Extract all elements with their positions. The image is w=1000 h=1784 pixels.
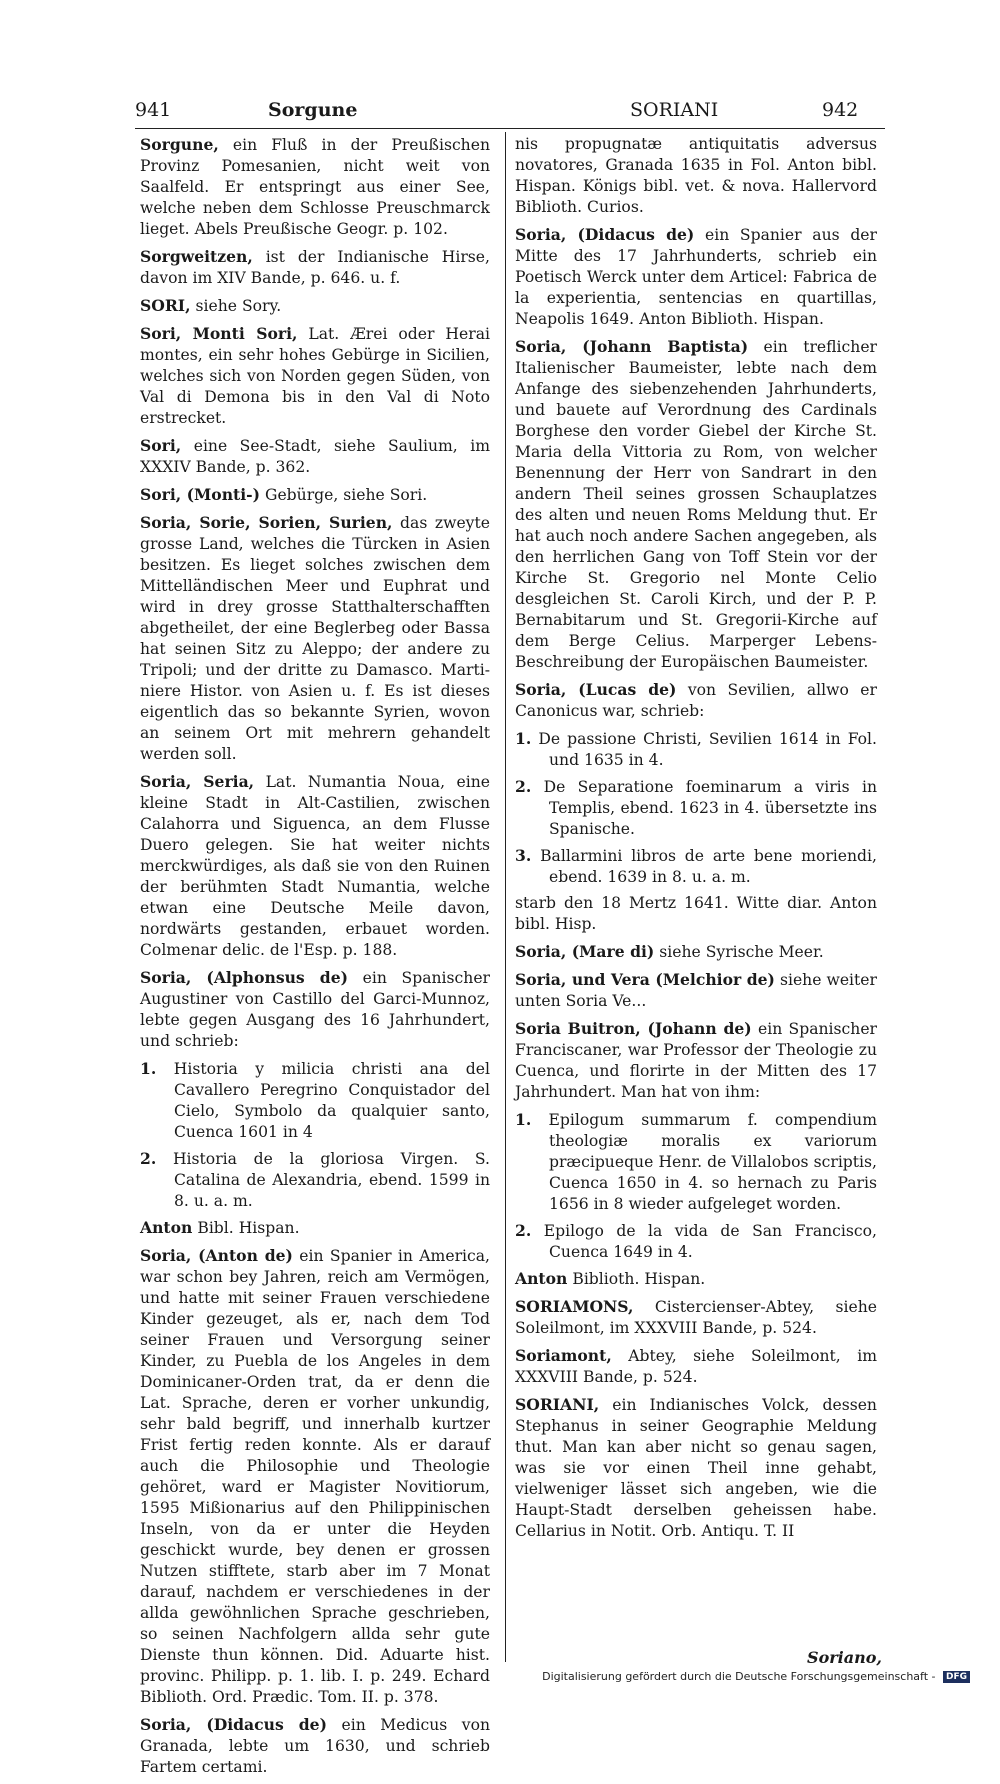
right-entry: [515, 893, 877, 935]
entry-text: Epilogo de la vida de San Francisco, Cuenca 1649 in 4.: [543, 1222, 877, 1261]
page-number-left: 941: [135, 99, 172, 121]
right-entry: [515, 679, 877, 722]
running-head-right: SORIANI: [630, 99, 719, 121]
entry-text: Ballarmini libros de arte bene moriendi, ebend. 1639 in 8. u. a. m.: [540, 847, 877, 886]
entry-text: ein Spanier aus der Mitte des 17 Jahrhunderts, schrieb ein Poetisch Werck unter dem Articel: Fabrica de la experientia, sentencias en quartillas, Neapolis 1649. Anton Biblioth. Hispan.: [515, 226, 877, 328]
right-entry: [515, 1345, 877, 1388]
item-number: 1.: [515, 729, 532, 748]
entry-text: eine See-Stadt, siehe Saulium, im XXXIV Bande, p. 362.: [140, 437, 490, 476]
left-entry: [140, 1714, 490, 1778]
entry-text: von Sevilien, allwo er Canonicus war, schrieb:: [515, 681, 877, 720]
right-column: [515, 134, 877, 1548]
entry-text: Epilogum summarum f. compendium theologiæ moralis ex variorum præcipueque Henr. de Villalobos scriptis, Cuenca 1650 in 4. so hernach zu Paris 1656 in 8 wieder aufgeleget worden.: [548, 1111, 877, 1213]
left-entry: [140, 246, 490, 289]
entry-headword: Soria, (Anton de): [140, 1246, 293, 1265]
entry-headword: Soria, (Didacus de): [515, 225, 695, 244]
item-number: 1.: [515, 1110, 532, 1129]
entry-headword: Soria, (Mare di): [515, 942, 655, 961]
right-list-item: [515, 728, 877, 771]
left-entry: [140, 1245, 490, 1708]
entry-text: starb den 18 Mertz 1641. Witte diar. Anton bibl. Hisp.: [515, 894, 877, 933]
left-entry: [140, 323, 490, 429]
left-entry: [140, 512, 490, 765]
right-entry: [515, 1296, 877, 1339]
entry-text: Abtey, siehe Soleilmont, im XXXVIII Bande, p. 524.: [515, 1347, 877, 1386]
entry-headword: Soria Buitron, (Johann de): [515, 1019, 752, 1038]
entry-text: Cistercienser-Abtey, siehe Soleilmont, im XXXVIII Bande, p. 524.: [515, 1298, 877, 1337]
entry-text: siehe Syrische Meer.: [659, 943, 824, 961]
left-column: [140, 134, 490, 1784]
entry-headword: SORIAMONS,: [515, 1297, 634, 1316]
entry-headword: Soriamont,: [515, 1346, 612, 1365]
entry-text: Biblioth. Hispan.: [572, 1270, 706, 1288]
entry-text: ein Spanier in America, war schon bey Jahren, reich am Vermögen, und hatte mit seiner Frauen verschiedene Kinder gezeuget, als er, nach dem Tod seiner Frauen und Versorgung seiner Kinder, zu Puebla de los Angeles in dem Dominicaner-Orden trat, da er denn die Lat. Sprache, deren er vorher unkundig, sehr bald begriff, und innerhalb kurtzer Frist fertig reden konnte. Als er darauf auch die Philosophie und Theologie gehöret, ward er Magister Novitiorum, 1595 Mißionarius auf den Philippinischen Inseln, von da er unter die Heyden geschickt wurde, bey denen er grossen Nutzen stifftete, starb aber im 7 Monat darauf, nachdem er verschiedenes in der allda gewöhnlichen Sprache geschrieben, so seinen Nachfolgern allda sehr gute Dienste thun können. Did. Aduarte hist. provinc. Philipp. p. 1. lib. I. p. 249. Echard Biblioth. Ord. Prædic. Tom. II. p. 378.: [140, 1247, 490, 1706]
item-number: 2.: [515, 1221, 532, 1240]
entry-text: nis propugnatæ antiquitatis adversus novatores, Granada 1635 in Fol. Anton bibl. Hispan. Königs bibl. vet. & nova. Hallervord Biblioth. Curios.: [515, 135, 877, 216]
footer-credit: [542, 1670, 970, 1683]
left-entry: [140, 295, 490, 317]
entry-text: De Separatione foeminarum a viris in Templis, ebend. 1623 in 4. übersetzte ins Spanische.: [543, 778, 877, 838]
right-list-item: [515, 845, 877, 888]
footer-text: Digitalisierung gefördert durch die Deutsche Forschungsgemeinschaft -: [542, 1670, 936, 1683]
left-entry: [140, 967, 490, 1052]
entry-text: Bibl. Hispan.: [197, 1219, 300, 1237]
entry-text: De passione Christi, Sevilien 1614 in Fol. und 1635 in 4.: [538, 730, 878, 769]
dfg-logo: DFG: [943, 1671, 970, 1683]
entry-headword: Soria, (Alphonsus de): [140, 968, 349, 987]
left-entry: [140, 435, 490, 478]
entry-text: ein Fluß in der Preußischen Provinz Pomesanien, nicht weit von Saalfeld. Er entspringt aus einer See, welche neben dem Schlosse Preuschmarck lieget. Abels Preußische Geogr. p. 102.: [140, 136, 490, 238]
right-entry: [515, 1018, 877, 1103]
entry-headword: Sori, Monti Sori,: [140, 324, 298, 343]
right-entry: [515, 336, 877, 673]
entry-text: das zweyte grosse Land, welches die Türcken in Asien besitzen. Es lieget solches zwischen dem Mittelländischen Meer und Euphrat und wird in drey grosse Statthalterschafften abgetheilet, der eine Beglerbeg oder Bassa hat seinen Sitz zu Aleppo; der andere zu Tripoli; und der dritte zu Damasco. Marti-niere Histor. von Asien u. f. Es ist dieses eigentlich das so bekannte Syrien, wovon an seinem Ort mit mehrern gehandelt werden soll.: [140, 514, 490, 763]
right-entry: [515, 969, 877, 1012]
entry-text: ist der Indianische Hirse, davon im XIV Bande, p. 646. u. f.: [140, 248, 490, 287]
entry-headword: Soria, Sorie, Sorien, Surien,: [140, 513, 393, 532]
entry-text: Lat. Ærei oder Herai montes, ein sehr hohes Gebürge in Sicilien, welches sich von Norden gegen Süden, von Val di Demona bis in den Val di Noto erstrecket.: [140, 325, 490, 427]
entry-headword: Sori,: [140, 436, 182, 455]
item-number: 2.: [515, 777, 532, 796]
left-list-item: [140, 1058, 490, 1143]
entry-text: siehe Sory.: [195, 297, 282, 315]
left-list-item: [140, 1148, 490, 1212]
entry-text: ein Spanischer Franciscaner, war Professor der Theologie zu Cuenca, und florirte in der Mitten des 17 Jahrhundert. Man hat von ihm:: [515, 1020, 878, 1101]
entry-headword: Soria, (Johann Baptista): [515, 337, 749, 356]
entry-headword: Sorgune,: [140, 135, 219, 154]
left-entry: [140, 771, 490, 961]
entry-headword: Anton: [140, 1218, 193, 1237]
entry-headword: SORI,: [140, 296, 191, 315]
entry-text: Historia y milicia christi ana del Cavallero Peregrino Conquistador del Cielo, Symbolo da qualquier santo, Cuenca 1601 in 4: [173, 1060, 490, 1141]
entry-headword: Sorgweitzen,: [140, 247, 253, 266]
left-entry: [140, 484, 490, 506]
entry-headword: SORIANI,: [515, 1395, 600, 1414]
item-number: 1.: [140, 1059, 157, 1078]
entry-headword: Soria, (Lucas de): [515, 680, 677, 699]
header-rule: [135, 128, 885, 129]
entry-headword: Soria, (Didacus de): [140, 1715, 327, 1734]
right-list-item: [515, 1220, 877, 1263]
entry-text: ein Spanischer Augustiner von Castillo del Garci-Munnoz, lebte gegen Ausgang des 16 Jahrhundert, und schrieb:: [140, 969, 490, 1050]
right-entry: [515, 134, 877, 218]
item-number: 2.: [140, 1149, 157, 1168]
entry-text: ein Medicus von Granada, lebte um 1630, und schrieb Fartem certami.: [140, 1716, 491, 1776]
left-entry: [140, 134, 490, 240]
right-list-item: [515, 776, 877, 840]
right-entry: [515, 1268, 877, 1290]
catchword: Soriano,: [807, 1648, 882, 1667]
entry-headword: Anton: [515, 1269, 568, 1288]
entry-text: Lat. Numantia Noua, eine kleine Stadt in Alt-Castilien, zwischen Calahorra und Siguenca, an dem Flusse Duero gelegen. Sie hat weiter nichts merckwürdiges, als daß sie von den Ruinen der berühmten Stadt Numantia, welche etwan eine Deutsche Meile davon, nordwärts gestanden, erbauet worden. Colmenar delic. de l'Esp. p. 188.: [140, 773, 490, 959]
item-number: 3.: [515, 846, 532, 865]
right-entry: [515, 941, 877, 963]
left-entry: [140, 1217, 490, 1239]
entry-headword: Soria, Seria,: [140, 772, 255, 791]
right-entry: [515, 1394, 877, 1542]
entry-text: ein treflicher Italienischer Baumeister, lebte nach dem Anfange des siebenzehenden Jahrhunderts, und bauete auf Verordnung des Cardinals Borghese den vorder Giebel der Kirche St. Maria della Vittoria zu Rom, von welcher Benennung der Herr von Sandrart in den andern Theil seines grossen Schauplatzes des alten und neuen Roms Meldung thut. Er hat auch noch andere Sachen angegeben, als den herrlichen Gang von Toff Stein vor der Kirche St. Gregorio nel Monte Celio desgleichen St. Caroli Kirch, und der P. P. Bernabitarum und St. Gregorii-Kirche auf dem Berge Celius. Marperger Lebens-Beschreibung der Europäischen Baumeister.: [515, 338, 877, 671]
running-head-left: Sorgune: [268, 99, 358, 121]
entry-headword: Soria, und Vera (Melchior de): [515, 970, 775, 989]
right-list-item: [515, 1109, 877, 1215]
right-entry: [515, 224, 877, 330]
entry-text: Historia de la gloriosa Virgen. S. Catalina de Alexandria, ebend. 1599 in 8. u. a. m.: [172, 1150, 490, 1210]
entry-text: Gebürge, siehe Sori.: [264, 486, 428, 504]
entry-headword: Sori, (Monti-): [140, 485, 261, 504]
entry-text: ein Indianisches Volck, dessen Stephanus in seiner Geographie Meldung thut. Man kan aber nicht so genau sagen, was sie vor einen Theil inne gehabt, vielweniger lässet sich angeben, wie die Haupt-Stadt derselben geheissen habe. Cellarius in Notit. Orb. Antiqu. T. II: [515, 1396, 877, 1540]
column-divider: [505, 132, 506, 1662]
entry-text: siehe weiter unten Soria Ve...: [515, 971, 877, 1010]
page-number-right: 942: [822, 99, 859, 121]
